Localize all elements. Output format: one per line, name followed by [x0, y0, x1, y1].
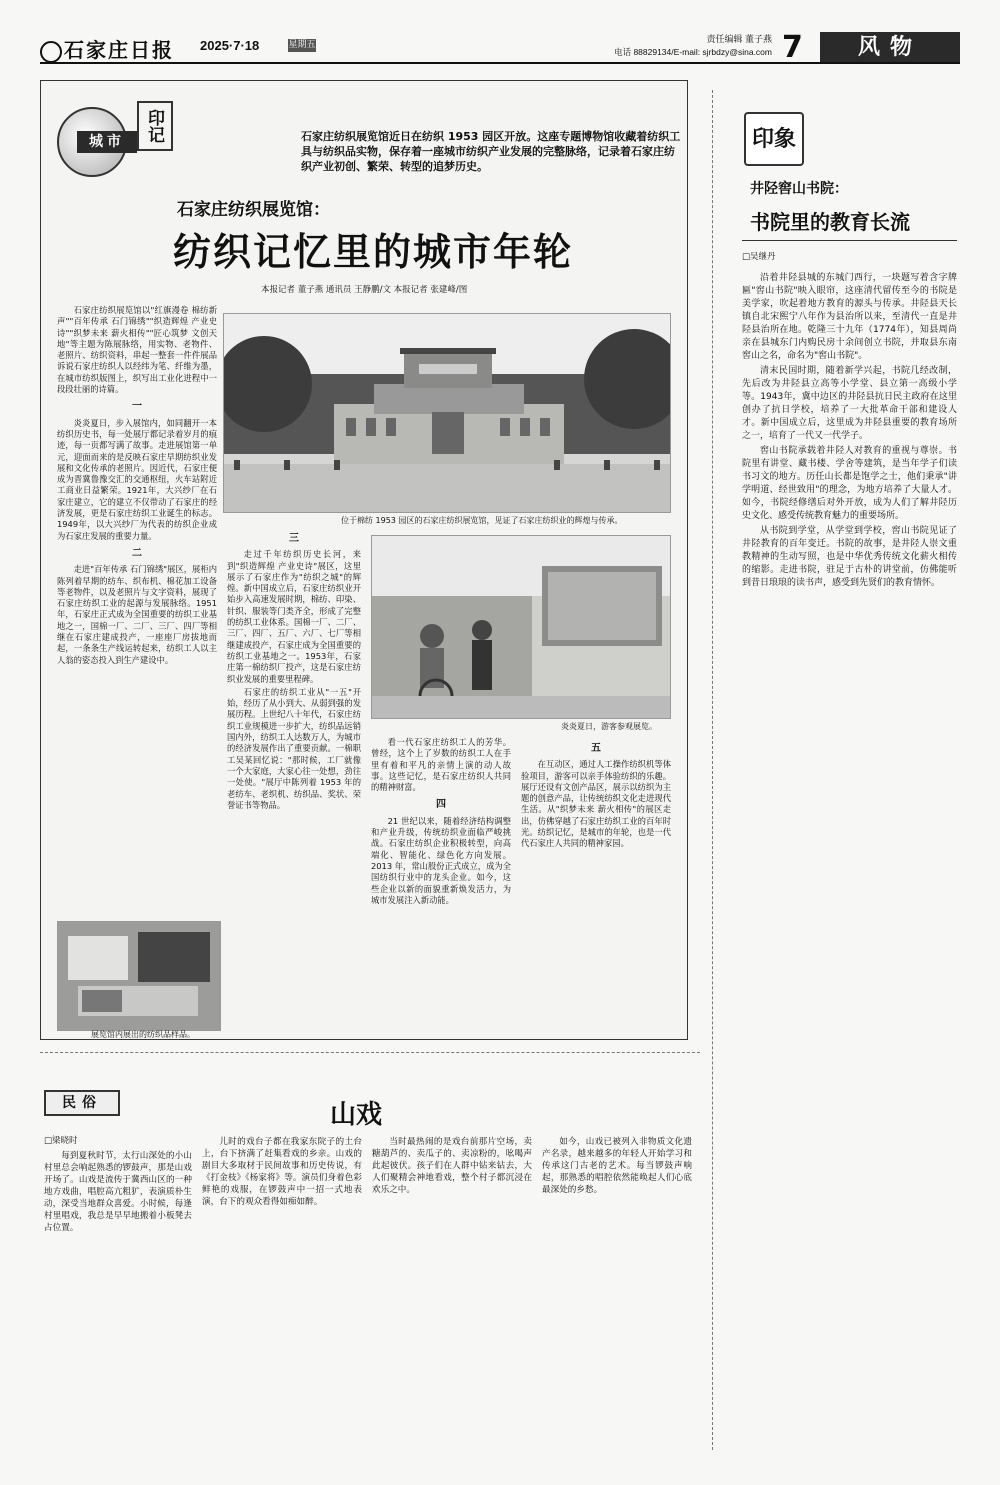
column-divider — [712, 90, 713, 1450]
paper-logo — [40, 34, 174, 63]
title-rule — [742, 240, 957, 241]
photo-caption: 位于棉纺 1953 园区的石家庄纺织展览馆，见证了石家庄纺织业的辉煌与传承。 — [341, 516, 623, 525]
page-number: 7 — [782, 30, 803, 65]
right-article-body — [742, 272, 957, 1450]
body-paragraph: 21 世纪以来，随着经济结构调整和产业升级，传统纺织业面临严峻挑战。石家庄纺织企业积极转型，向高端化、智能化、绿色化方向发展。2013 年，常山股份正式成立，成为全国纺织行业中的龙头企业。如今，这些企业以新的面貌重新焕发活力，为城市发展注入新动能。 — [371, 815, 511, 905]
section-divider — [40, 1052, 700, 1053]
body-paragraph: 窖山书院承载着井陉人对教育的重视与尊崇。书院里有讲堂、藏书楼、学舍等建筑，是当年学子们读书习文的地方。历任山长都是饱学之士，他们秉承"讲学明道、经世致用"的理念，为地方培养了大量人才。如今，书院经修缮后对外开放，成为人们了解井陉历史文化、感受传统教育魅力的重要场所。 — [742, 446, 957, 521]
body-paragraph: 走过千年纺织历史长河，来到"织造辉煌 产业史诗"展区，这里展示了石家庄作为"纺织之城"的辉煌。新中国成立后，石家庄纺织业开始步入高速发展时期，棉纺、印染、针织、服装等门类齐全，形成了完整的纺织工业体系。国棉一厂、二厂、三厂、四厂、五厂、六厂、七厂等相继建成投产，石家庄成为全国重要的纺织工业基地之一。1953年，石家庄第一棉纺织厂投产，这是石家庄纺织业发展的重要里程碑。 — [227, 549, 361, 684]
folk-column-4 — [542, 1136, 692, 1450]
folk-headline: 山戏 — [330, 1100, 383, 1130]
folk-badge: 民俗 — [44, 1090, 120, 1116]
photo-visitors — [371, 535, 671, 719]
photo-exhibition-hall — [223, 313, 671, 513]
article-headline: 纺织记忆里的城市年轮 — [173, 230, 574, 274]
article-author: □吴继丹 — [742, 252, 776, 262]
section-numeral: 一 — [132, 401, 142, 413]
building-image — [224, 314, 671, 513]
logo-emblem-icon — [40, 41, 62, 63]
body-paragraph: 清末民国时期，随着新学兴起，书院几经改制，先后改为井陉县立高等小学堂、县立第一高级小学等。1943年，冀中边区的井陉县抗日民主政府在这里创办了抗日学校，培养了一大批革命干部和建设人才。新中国成立后，这里成为井陉县重要的教育场所之一，培育了一代又一代学子。 — [742, 366, 957, 441]
photo-textile-samples — [57, 921, 221, 1031]
body-paragraph: 每到夏秋时节，太行山深处的小山村里总会响起熟悉的锣鼓声，那是山戏开场了。山戏是流传于冀西山区的一种地方戏曲，唱腔高亢粗犷，表演质朴生动，深受当地群众喜爱。小时候，每逢村里唱戏，我总是早早地搬着小板凳去占位置。 — [44, 1151, 192, 1233]
right-article — [712, 80, 960, 1455]
section-title: 风物 — [820, 32, 960, 62]
body-paragraph: 当时最热闹的是戏台前那片空场，卖糖葫芦的、卖瓜子的、卖凉粉的，吆喝声此起彼伏。孩子们在人群中钻来钻去，大人们聚精会神地看戏，整个村子都沉浸在欢乐之中。 — [372, 1137, 532, 1195]
lead-paragraph: 石家庄纺织展览馆以"红旗漫卷 棉纺新声""百年传承 石门锦绣""织造辉煌 产业史诗""织梦未来 薪火相传""匠心筑梦 文创天地"等主题为陈展脉络，用实物、老物件、老照片、纺织资料，串起一整套一件件展品诉说石家庄纺织人以经纬为笔、纤维为墨，在城市纺织版图上，织写出工业化进程中一段段壮丽的诗篇。 — [57, 305, 217, 395]
photo-caption: 炎炎夏日，游客参观展览。 — [561, 722, 657, 731]
folk-column-2 — [202, 1136, 362, 1450]
section-numeral: 三 — [289, 533, 299, 544]
article-column-2 — [227, 527, 361, 1027]
column-badge: 印象 — [744, 112, 804, 166]
article-column-1 — [57, 305, 217, 1027]
body-paragraph: 在互动区，通过人工操作纺织机等体验项目，游客可以亲手体验纺织的乐趣。展厅还设有文创产品区，展示以纺织为主题的创意产品，让传统纺织文化走进现代生活。从"织梦未来 薪火相传"的展区走出，仿佛穿越了石家庄纺织工业的百年时光。纺织记忆，是城市的年轮，也是一代代石家庄人共同的精神家园。 — [521, 759, 671, 849]
article-intro: 石家庄纺织展览馆近日在纺织 1953 园区开放。这座专题博物馆收藏着纺织工具与纺织品实物，保存着一座城市纺织产业发展的完整脉络，记录着石家庄纺织产业初创、繁荣、转型的追梦历史。 — [301, 130, 681, 173]
editor-credit: 责任编辑 董子燕 — [706, 34, 772, 44]
body-paragraph: 走进"百年传承 石门锦绣"展区，展柜内陈列着早期的纺车、织布机、棉花加工设备等老物件，以及老照片与文字资料，展现了石家庄纺织工业的起源与发展脉络。1951年，石家庄正式成为全国重要的纺织工业基地之一，国棉一厂、二厂、三厂、四厂等相继在石家庄建成投产，一座座厂房拔地而起，一条条生产线运转起来，纺织工人以主人翁的姿态投入到生产建设中。 — [57, 564, 217, 665]
body-paragraph: 如今，山戏已被列入非物质文化遗产名录，越来越多的年轻人开始学习和传承这门古老的艺术。每当锣鼓声响起，那熟悉的唱腔依然能唤起人们心底最深处的乡愁。 — [542, 1137, 692, 1195]
textile-image — [58, 922, 221, 1031]
column-seal: 印记 — [137, 101, 173, 151]
folk-column-1 — [44, 1150, 192, 1450]
folk-author: □梁晓时 — [44, 1136, 78, 1146]
paper-name: 石家庄日报 — [64, 38, 174, 62]
body-paragraph: 炎炎夏日，步入展馆内，如同翻开一本纺织历史书，每一处展厅都记录着岁月的痕迹，每一页都写满了故事。走进展馆第一单元，迎面而来的是反映石家庄早期纺织业发展和文化传承的老照片。因近代，石家庄便成为晋冀鲁豫交汇的交通枢纽，火车站附近工商业日益繁荣。1921年，大兴纱厂在石家庄建立，它的建立不仅带动了石家庄的经济发展，更是石家庄纺织工业诞生的标志。1949年，以大兴纱厂为代表的纺织企业成为石家庄发展的重要力量。 — [57, 417, 217, 541]
weekday-badge: 星期五 — [288, 40, 316, 50]
article-column-3 — [371, 737, 511, 1027]
section-numeral: 四 — [436, 799, 446, 811]
article-column-4 — [521, 737, 671, 1027]
section-numeral: 二 — [132, 547, 142, 559]
article-byline: 本报记者 董子燕 通讯员 王静鹏/文 本报记者 张建峰/图 — [261, 285, 468, 295]
column-badge — [57, 95, 179, 181]
article-subtitle: 井陉窖山书院： — [750, 181, 848, 197]
masthead — [40, 32, 960, 64]
section-numeral: 五 — [591, 743, 601, 754]
folk-column-3 — [372, 1136, 532, 1450]
photo-caption: 展览馆内展出的纺织品样品。 — [91, 1030, 195, 1039]
body-paragraph: 沿着井陉县城的东城门西行，一块题写着含字牌匾"窖山书院"映入眼帘，这座清代留传至今的书院是美学家，吹起着地方教育的源头与传承。井陉县天长镇自北宋熙宁八年作为县治所以来，至清代一直是井陉县治所在地。乾隆三十九年（1774年），知县周尚亲在县城东门内购民房十余间创立书院，并取县东南窖山之名，命名为"窖山书院"。 — [742, 273, 957, 361]
article-kicker: 石家庄纺织展览馆： — [177, 200, 330, 220]
column-badge-label: 城市 — [77, 131, 137, 153]
body-paragraph: 从书院到学堂，从学堂到学校，窖山书院见证了井陉教育的百年变迁。书院的故事，是井陉人崇文重教精神的生动写照，也是中华优秀传统文化薪火相传的缩影。走进书院，驻足于古朴的讲堂前，仿佛能听到昔日琅琅的读书声，感受到先贤们的教育情怀。 — [742, 526, 957, 588]
contact-info: 电话 88829134/E-mail: sjrbdzy@sina.com — [614, 47, 772, 57]
body-paragraph: 看一代石家庄纺织工人的芳华。曾经，这个上了岁数的纺织工人在手里有着和平凡的亲情上演的动人故事。这些记忆，是石家庄纺织人共同的精神财富。 — [371, 737, 511, 793]
issue-date: 2025·7·18 — [200, 38, 260, 53]
body-paragraph: 石家庄的纺织工业从"一五"开始，经历了从小到大、从弱到强的发展历程。上世纪八十年代，石家庄纺织工业规模进一步扩大，纺织品远销国内外，纺织工人达数万人，为城市的经济发展作出了重要贡献。一棉职工吴某回忆说："那时候，工厂就像一个大家庭，大家心往一处想，劲往一处使。"展厅中陈列着 1953 年的老纺车、老织机、纺织品、奖状、荣誉证书等物品。 — [227, 686, 361, 810]
feature-article — [40, 80, 688, 1040]
visitors-image — [372, 536, 671, 719]
article-headline: 书院里的教育长流 — [750, 210, 910, 234]
body-paragraph: 儿时的戏台子都在我家东院子的土台上，台下挤满了赶集看戏的乡亲。山戏的剧目大多取材于民间故事和历史传说，有《打金枝》《杨家将》等。演员们身着色彩鲜艳的戏服，在锣鼓声中一招一式地表演，台下的观众看得如痴如醉。 — [202, 1137, 362, 1207]
